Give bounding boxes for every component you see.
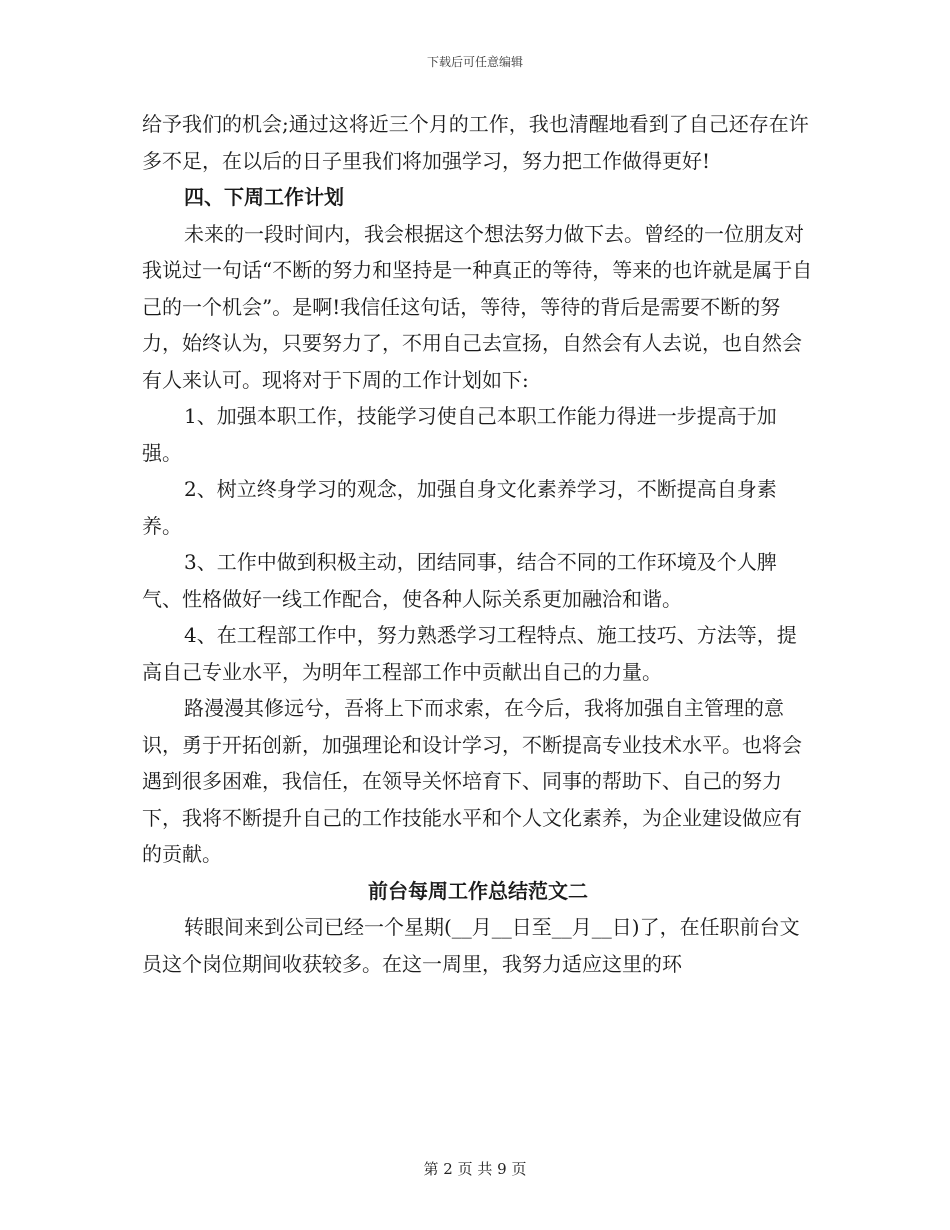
paragraph-article-2-intro: 转眼间来到公司已经一个星期(__月__日至__月__日)了，在任职前台文员这个岗位期间收获较多。在这一周里，我努力适应这里的环 xyxy=(142,915,800,976)
list-item-2: 2、树立终身学习的观念，加强自身文化素养学习，不断提高自身素养。 xyxy=(142,477,777,538)
page-header: 下载后可任意编辑 xyxy=(426,55,523,69)
section-heading-next-week-plan: 四、下周工作计划 xyxy=(184,185,344,209)
paragraph-closing: 路漫漫其修远兮，吾将上下而求索，在今后，我将加强自主管理的意识，勇于开拓创新，加强理论和设计学习，不断提高专业技术水平。也将会遇到很多困难，我信任，在领导关怀培育下、同事的帮助下、自己的努力下，我将不断提升自己的工作技能水平和个人文化素养，为企业建设做应有的贡献。 xyxy=(142,696,802,866)
list-item-1: 1、加强本职工作，技能学习使自己本职工作能力得进一步提高于加强。 xyxy=(142,404,777,465)
page-footer: 第 2 页 共 9 页 xyxy=(423,1160,527,1178)
list-item-4: 4、在工程部工作中，努力熟悉学习工程特点、施工技巧、方法等，提高自己专业水平，为明年工程部工作中贡献出自己的力量。 xyxy=(142,623,797,684)
list-item-3: 3、工作中做到积极主动，团结同事，结合不同的工作环境及个人脾气、性格做好一线工作配合，使各种人际关系更加融洽和谐。 xyxy=(142,550,777,611)
paragraph-continuation: 给予我们的机会;通过这将近三个月的工作，我也清醒地看到了自己还存在许多不足，在以后的日子里我们将加强学习，努力把工作做得更好! xyxy=(142,112,809,173)
paragraph-intro: 未来的一段时间内，我会根据这个想法努力做下去。曾经的一位朋友对我说过一句话“不断的努力和坚持是一种真正的等待，等来的也许就是属于自己的一个机会”。是啊!我信任这句话，等待，等待的背后是需要不断的努力，始终认为，只要努力了，不用自己去宣扬，自然会有人去说，也自然会有人来认可。现将对于下周的工作计划如下: xyxy=(142,221,813,392)
article-title-2: 前台每周工作总结范文二 xyxy=(368,878,588,903)
document-body xyxy=(142,106,814,982)
